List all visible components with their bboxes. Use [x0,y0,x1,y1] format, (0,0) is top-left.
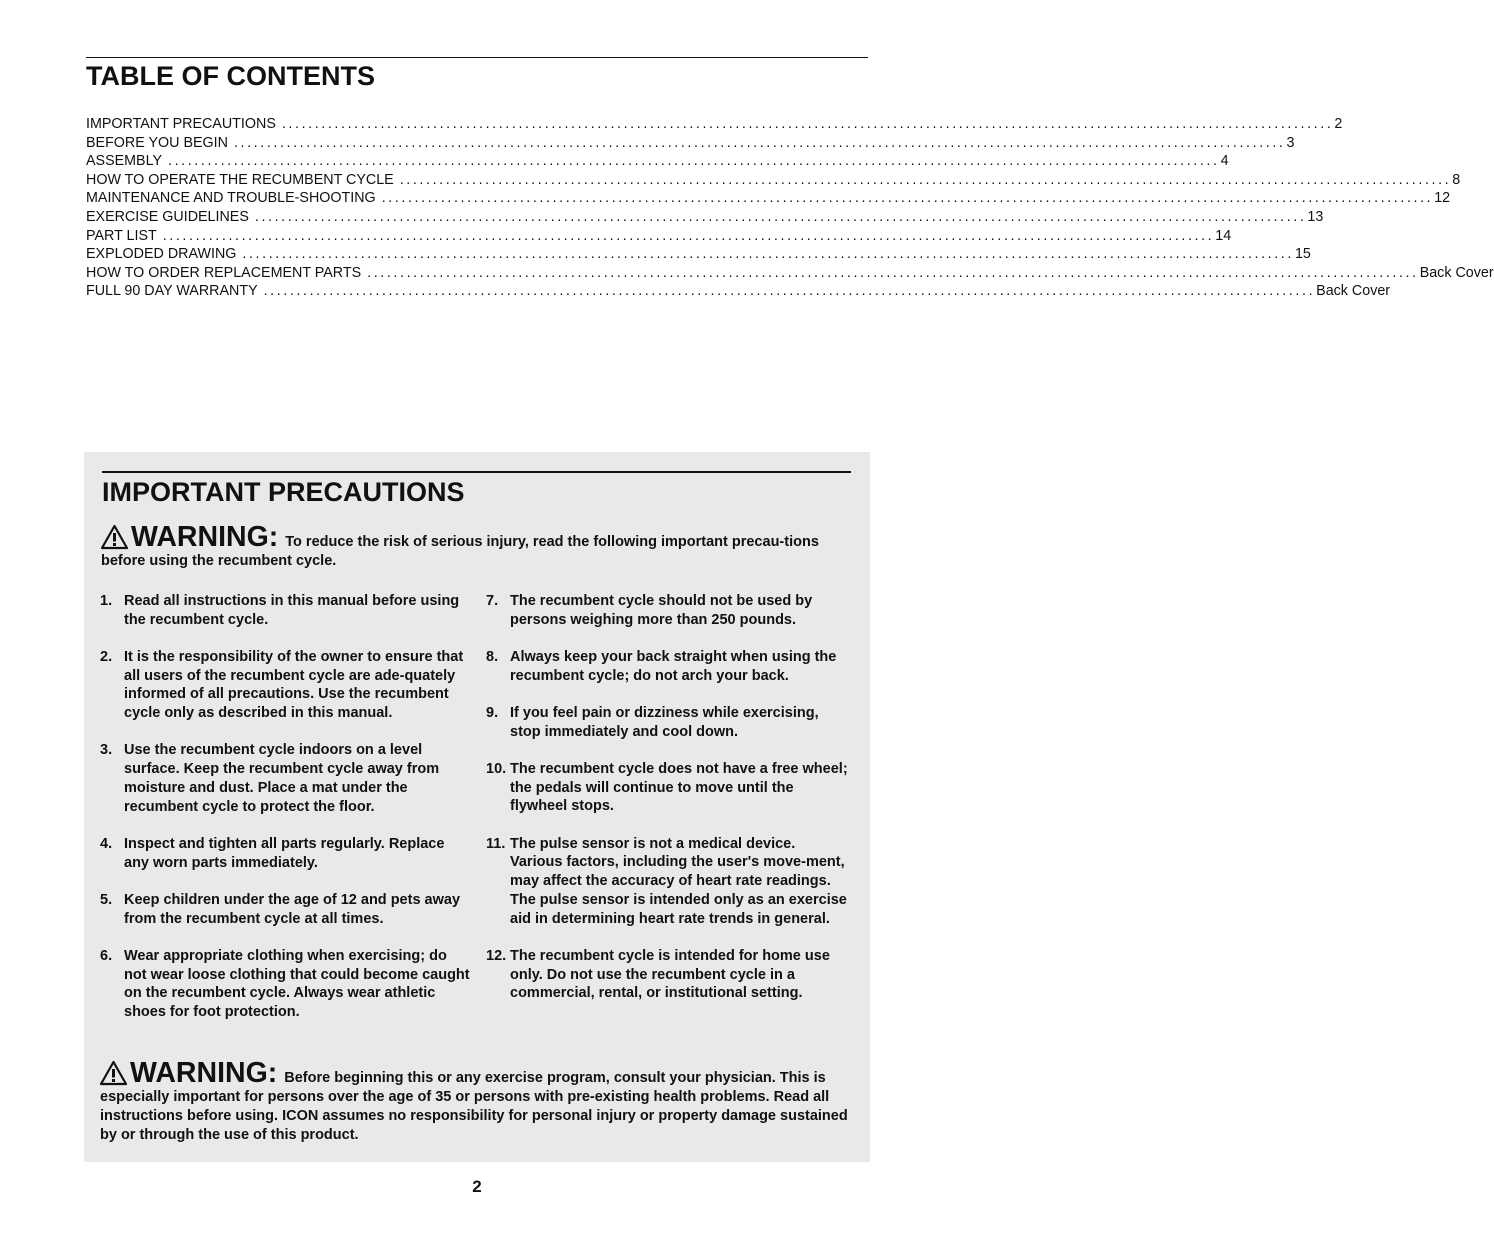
toc-title: TABLE OF CONTENTS [86,61,375,91]
precaution-item [100,891,470,928]
toc-entry-label: IMPORTANT PRECAUTIONS [86,116,276,132]
precautions-list-right [486,592,850,1022]
toc-entry[interactable] [86,208,1324,227]
toc-list [86,115,1494,301]
precautions-top-rule [102,471,851,473]
warning-triangle-icon [100,1061,127,1085]
precaution-item [486,760,850,816]
precaution-text: Keep children under the age of 12 and pets away from the recumbent cycle at all times. [124,891,461,927]
warning-word: WARNING: [131,521,279,553]
precaution-number: 11. [486,835,506,852]
toc-entry-label: BEFORE YOU BEGIN [86,134,228,151]
precaution-item [100,741,470,816]
precaution-item [486,704,850,741]
precautions-title: IMPORTANT PRECAUTIONS [102,477,465,507]
toc-leader-dots: ................................................................................................................................................................ [399,171,1452,188]
toc-entry[interactable] [86,189,1451,208]
precaution-text: Use the recumbent cycle indoors on a level surface. Keep the recumbent cycle away from moisture and dust. Place a mat under the recumbent cycle to protect the floor. [124,742,440,815]
toc-entry-page: 4 [1220,153,1229,170]
toc-leader-dots: ................................................................................................................................................................ [381,190,1434,207]
toc-top-rule [86,57,868,58]
precautions-panel [84,452,870,1162]
precaution-number: 6. [100,947,113,964]
toc-entry[interactable] [86,227,1232,246]
precaution-number: 12. [486,947,507,964]
toc-entry-label: ASSEMBLY [86,153,163,170]
toc-entry[interactable] [86,115,1343,134]
precaution-number: 1. [100,593,113,609]
toc-entry-label: FULL 90 DAY WARRANTY [86,283,258,300]
toc-entry[interactable] [86,171,1461,190]
precaution-item [486,648,850,685]
toc-entry[interactable] [86,134,1295,153]
toc-leader-dots: ................................................................................................................................................................ [233,134,1286,151]
toc-entry-label: EXPLODED DRAWING [86,246,237,263]
precaution-text: It is the responsibility of the owner to ensure that all users of the recumbent cycle are ade-quately informed of all precautions. Use the recumbent cycle only as described in this manual. [124,649,464,722]
toc-entry-page: 8 [1452,171,1461,188]
precaution-item [100,835,470,872]
precaution-number: 4. [100,835,113,852]
toc-leader-dots: ................................................................................................................................................................ [162,227,1215,244]
toc-entry-page: 3 [1286,134,1295,151]
toc-entry[interactable] [86,245,1311,264]
toc-entry-label: PART LIST [86,227,157,244]
precaution-text: The pulse sensor is not a medical device. Various factors, including the user's move-ment, may affect the accuracy of heart rate readings. The pulse sensor is intended only as an exercise aid in determining heart rate trends in general. [510,835,847,927]
toc-entry[interactable] [86,152,1229,171]
toc-leader-dots: ................................................................................................................................................................ [263,283,1316,300]
warning-text: Before beginning this or any exercise program, consult your physician. This is especially important for persons over the age of 35 or persons with pre-existing health problems. Read all instructions before using. ICON assumes no responsibility for personal injury or property damage sustained by or through the use of this product. [100,1070,848,1143]
toc-entry-label: HOW TO OPERATE THE RECUMBENT CYCLE [86,171,394,188]
precaution-item [100,648,470,723]
toc-entry[interactable] [86,282,1391,301]
warning-heading [101,522,278,551]
precaution-text: Read all instructions in this manual before using the recumbent cycle. [124,593,460,628]
precaution-text: The recumbent cycle should not be used by persons weighing more than 250 pounds. [510,593,813,628]
warning-triangle-icon [101,525,128,549]
warning-heading [100,1058,277,1087]
warning-notice-top [101,522,841,571]
precaution-text: Always keep your back straight when using the recumbent cycle; do not arch your back. [510,649,837,684]
precaution-number: 5. [100,891,113,908]
toc-leader-dots: ................................................................................................................................................................ [168,153,1220,170]
warning-notice-bottom [100,1058,852,1145]
toc-entry-label: HOW TO ORDER REPLACEMENT PARTS [86,264,362,281]
toc-leader-dots: ................................................................................................................................................................ [242,246,1294,263]
toc-entry-label: MAINTENANCE AND TROUBLE-SHOOTING [86,190,376,207]
precaution-item [486,592,850,629]
toc-leader-dots: ................................................................................................................................................................ [254,208,1307,225]
toc-entry-page: 12 [1434,190,1451,207]
precaution-item [486,835,850,929]
toc-leader-dots: ................................................................................................................................................................ [281,116,1334,132]
precaution-text: The recumbent cycle does not have a free wheel; the pedals will continue to move until the flywheel stops. [510,761,848,815]
precaution-number: 2. [100,649,113,665]
precaution-item [100,592,470,629]
precaution-number: 3. [100,742,113,759]
page-number: 2 [472,1177,482,1196]
warning-word: WARNING: [130,1057,278,1089]
toc-entry-page: 13 [1307,208,1324,225]
toc-entry-page: Back Cover [1316,283,1391,300]
precaution-number: 7. [486,593,499,609]
toc-entry[interactable] [86,264,1494,283]
toc-entry-page: 15 [1294,246,1311,263]
toc-entry-page: Back Cover [1419,264,1494,281]
toc-leader-dots: ................................................................................................................................................................ [367,264,1419,281]
precaution-number: 9. [486,705,499,721]
precaution-number: 8. [486,649,499,665]
precaution-text: Inspect and tighten all parts regularly. Replace any worn parts immediately. [124,835,445,871]
toc-entry-page: 14 [1215,227,1232,244]
precaution-text: Wear appropriate clothing when exercising; do not wear loose clothing that could become caught on the recumbent cycle. Always wear athletic shoes for foot protection. [124,947,470,1020]
toc-entry-label: EXERCISE GUIDELINES [86,208,249,225]
precaution-text: The recumbent cycle is intended for home use only. Do not use the recumbent cycle in a commercial, rental, or institutional setting. [510,947,830,1002]
precaution-text: If you feel pain or dizziness while exercising, stop immediately and cool down. [510,705,819,740]
precaution-item [486,947,850,1003]
precautions-list-left [100,592,470,1040]
precaution-number: 10. [486,761,507,777]
precaution-item [100,947,470,1022]
toc-entry-page: 2 [1334,116,1343,132]
warning-text: To reduce the risk of serious injury, read the following important precau-tions before using the recumbent cycle. [101,534,819,569]
